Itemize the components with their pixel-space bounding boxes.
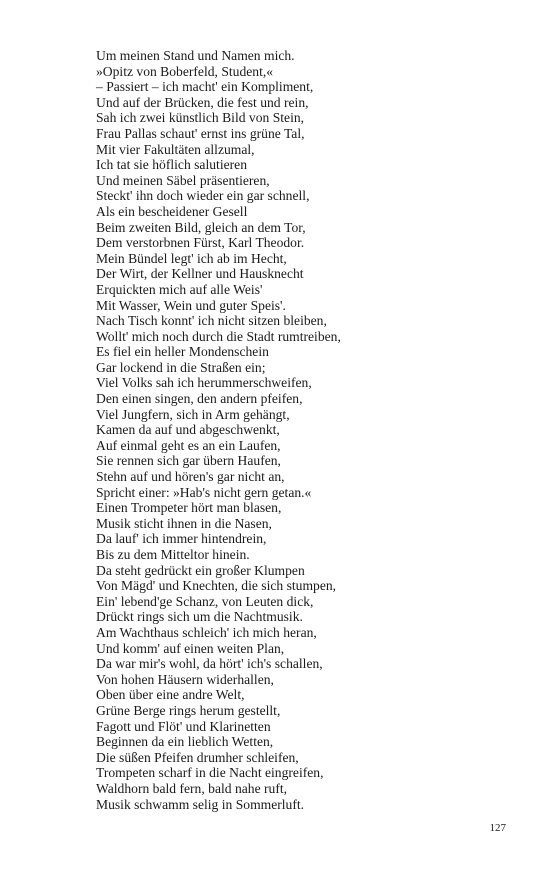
poem-line: Nach Tisch konnt' ich nicht sitzen bleiben,	[96, 313, 327, 329]
poem-line: Sah ich zwei künstlich Bild von Stein,	[96, 110, 305, 126]
poem-line: Musik sticht ihnen in die Nasen,	[96, 515, 272, 531]
poem-line: Wollt' mich noch durch die Stadt rumtreiben,	[96, 328, 341, 344]
poem-line: Beim zweiten Bild, gleich an dem Tor,	[96, 219, 306, 235]
poem-line: Waldhorn bald fern, bald nahe ruft,	[96, 780, 288, 796]
poem-line: Ich tat sie höflich salutieren	[96, 157, 247, 173]
poem-line: Ein' lebend'ge Schanz, von Leuten dick,	[96, 593, 314, 609]
poem-line: Trompeten scharf in die Nacht eingreifen,	[96, 765, 324, 781]
poem-line: Drückt rings sich um die Nachtmusik.	[96, 609, 303, 625]
poem-line: Bis zu dem Mitteltor hinein.	[96, 547, 250, 562]
poem-line: Und komm' auf einen weiten Plan,	[96, 640, 285, 656]
page-number: 127	[489, 822, 506, 834]
poem-line: Dem verstorbnen Fürst, Karl Theodor.	[96, 235, 305, 251]
poem-line: Kamen da auf und abgeschwenkt,	[96, 422, 280, 438]
poem-line: Sie rennen sich gar übern Haufen,	[96, 453, 281, 469]
poem-line: »Opitz von Boberfeld, Student,«	[96, 63, 274, 79]
poem-line: Oben über eine andre Welt,	[96, 687, 245, 703]
poem-line: Beginnen da ein lieblich Wetten,	[96, 734, 274, 750]
poem-line: Mit Wasser, Wein und guter Speis'.	[96, 297, 286, 313]
poem-line: Musik schwamm selig in Sommerluft.	[96, 796, 305, 812]
poem-line: Von Mägd' und Knechten, die sich stumpen,	[96, 578, 337, 594]
poem-line: Stehn auf und hören's gar nicht an,	[96, 469, 285, 485]
poem-line: Und meinen Säbel präsentieren,	[96, 172, 270, 188]
poem-line: Gar lockend in die Straßen ein;	[96, 359, 266, 375]
poem-line: Mit vier Fakultäten allzumal,	[96, 141, 255, 157]
poem-line: Am Wachthaus schleich' ich mich heran,	[96, 624, 317, 640]
poem-line: Spricht einer: »Hab's nicht gern getan.«	[96, 484, 312, 500]
poem-text	[96, 48, 516, 812]
poem-line: Viel Jungfern, sich in Arm gehängt,	[96, 406, 290, 422]
poem-line: Frau Pallas schaut' ernst ins grüne Tal,	[96, 125, 305, 141]
poem-line: Steckt' ihn doch wieder ein gar schnell,	[96, 188, 310, 204]
poem-line: Da war mir's wohl, da hört' ich's schallen,	[96, 656, 323, 672]
poem-line: – Passiert – ich macht' ein Kompliment,	[96, 79, 314, 95]
poem-line: Erquickten mich auf alle Weis'	[96, 281, 263, 297]
poem-line: Der Wirt, der Kellner und Hausknecht	[96, 266, 304, 282]
poem-line: Da lauf' ich immer hintendrein,	[96, 531, 267, 547]
poem-line: Es fiel ein heller Mondenschein	[96, 344, 269, 360]
poem-line: Als ein bescheidener Gesell	[96, 203, 248, 219]
poem-line: Und auf der Brücken, die fest und rein,	[96, 94, 309, 110]
poem-line: Fagott und Flöt' und Klarinetten	[96, 718, 271, 734]
poem-line: Da steht gedrückt ein großer Klumpen	[96, 562, 305, 578]
poem-line: Um meinen Stand und Namen mich.	[96, 48, 295, 63]
poem-line: Mein Bündel legt' ich ab im Hecht,	[96, 250, 287, 266]
poem-line: Von hohen Häusern widerhallen,	[96, 671, 274, 687]
poem-line: Den einen singen, den andern pfeifen,	[96, 391, 303, 407]
poem-line: Einen Trompeter hört man blasen,	[96, 500, 282, 516]
poem-line: Viel Volks sah ich herummerschweifen,	[96, 375, 312, 391]
poem-line: Die süßen Pfeifen drumher schleifen,	[96, 749, 299, 765]
poem-line: Grüne Berge rings herum gestellt,	[96, 702, 281, 718]
poem-line: Auf einmal geht es an ein Laufen,	[96, 437, 281, 453]
